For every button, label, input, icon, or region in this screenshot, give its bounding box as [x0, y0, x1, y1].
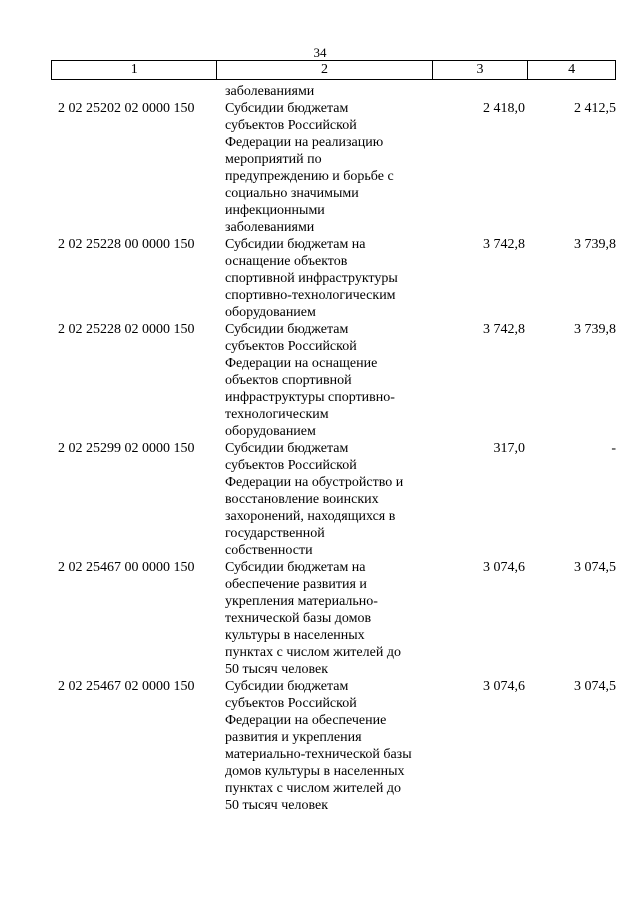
description-line: оснащение объектов	[225, 254, 348, 269]
description-line: собственности	[225, 543, 313, 558]
row-description	[217, 678, 433, 814]
description-line: Субсидии бюджетам	[225, 679, 349, 694]
table-body	[51, 83, 616, 814]
description-line: технической базы домов	[225, 611, 372, 626]
value-col-4: 3 074,5	[574, 679, 616, 694]
table-row	[51, 321, 616, 440]
row-description	[217, 100, 433, 236]
page-number: 34	[313, 45, 327, 60]
table-rows	[51, 100, 616, 814]
continuation-text: заболеваниями	[225, 84, 315, 99]
header-col-4: 4	[568, 62, 576, 77]
description-line: государственной	[225, 526, 325, 541]
description-line: 50 тысяч человек	[225, 662, 329, 677]
header-col-3: 3	[433, 61, 529, 79]
budget-code: 2 02 25299 02 0000 150	[58, 441, 195, 456]
description-line: инфраструктуры спортивно-	[225, 390, 395, 405]
table-row	[51, 440, 616, 559]
description-line: Федерации на обустройство и	[225, 475, 404, 490]
description-line: объектов спортивной	[225, 373, 352, 388]
description-line: материально-технической базы	[225, 747, 412, 762]
description-line: восстановление воинских	[225, 492, 379, 507]
description-line: спортивной инфраструктуры	[225, 271, 398, 286]
row-description	[217, 440, 433, 559]
value-col-3: 3 742,8	[483, 237, 525, 252]
budget-code: 2 02 25467 02 0000 150	[58, 679, 195, 694]
table-row	[51, 236, 616, 321]
description-line: субъектов Российской	[225, 339, 357, 354]
budget-code: 2 02 25467 00 0000 150	[58, 560, 195, 575]
description-line: Субсидии бюджетам	[225, 441, 349, 456]
description-line: субъектов Российской	[225, 118, 357, 133]
description-line: Субсидии бюджетам на	[225, 560, 366, 575]
description-line: обеспечение развития и	[225, 577, 367, 592]
description-line: социально значимыми	[225, 186, 359, 201]
description-line: захоронений, находящихся в	[225, 509, 396, 524]
description-line: культуры в населенных	[225, 628, 365, 643]
description-line: субъектов Российской	[225, 458, 357, 473]
value-col-4: 2 412,5	[574, 101, 616, 116]
description-line: предупреждению и борьбе с	[225, 169, 394, 184]
row-description	[217, 236, 433, 321]
description-line: Федерации на обеспечение	[225, 713, 387, 728]
description-line: Субсидии бюджетам	[225, 101, 349, 116]
budget-code: 2 02 25202 02 0000 150	[58, 101, 195, 116]
budget-code: 2 02 25228 00 0000 150	[58, 237, 195, 252]
value-col-4: -	[611, 441, 616, 456]
table-header	[51, 60, 616, 80]
description-line: укрепления материально-	[225, 594, 378, 609]
description-line: Субсидии бюджетам	[225, 322, 349, 337]
description-line: спортивно-технологическим	[225, 288, 396, 303]
header-col-2: 2	[217, 61, 432, 79]
row-description	[217, 559, 433, 678]
table-row	[51, 100, 616, 236]
value-col-4: 3 739,8	[574, 237, 616, 252]
value-col-3: 3 074,6	[483, 679, 525, 694]
table-row	[51, 559, 616, 678]
description-line: технологическим	[225, 407, 329, 422]
description-line: Субсидии бюджетам на	[225, 237, 366, 252]
description-line: 50 тысяч человек	[225, 798, 329, 813]
description-line: оборудованием	[225, 305, 316, 320]
budget-code: 2 02 25228 02 0000 150	[58, 322, 195, 337]
description-line: оборудованием	[225, 424, 316, 439]
description-line: инфекционными	[225, 203, 325, 218]
description-line: пунктах с числом жителей до	[225, 645, 401, 660]
header-col-1: 1	[52, 61, 217, 79]
description-line: мероприятий по	[225, 152, 322, 167]
value-col-3: 2 418,0	[483, 101, 525, 116]
description-line: субъектов Российской	[225, 696, 357, 711]
description-line: Федерации на реализацию	[225, 135, 384, 150]
value-col-4: 3 074,5	[574, 560, 616, 575]
description-line: домов культуры в населенных	[225, 764, 405, 779]
value-col-3: 3 074,6	[483, 560, 525, 575]
description-line: заболеваниями	[225, 220, 315, 235]
row-description	[217, 321, 433, 440]
table-row	[51, 678, 616, 814]
value-col-3: 317,0	[493, 441, 525, 456]
description-line: Федерации на оснащение	[225, 356, 378, 371]
description-line: развития и укрепления	[225, 730, 362, 745]
value-col-4: 3 739,8	[574, 322, 616, 337]
description-line: пунктах с числом жителей до	[225, 781, 401, 796]
value-col-3: 3 742,8	[483, 322, 525, 337]
